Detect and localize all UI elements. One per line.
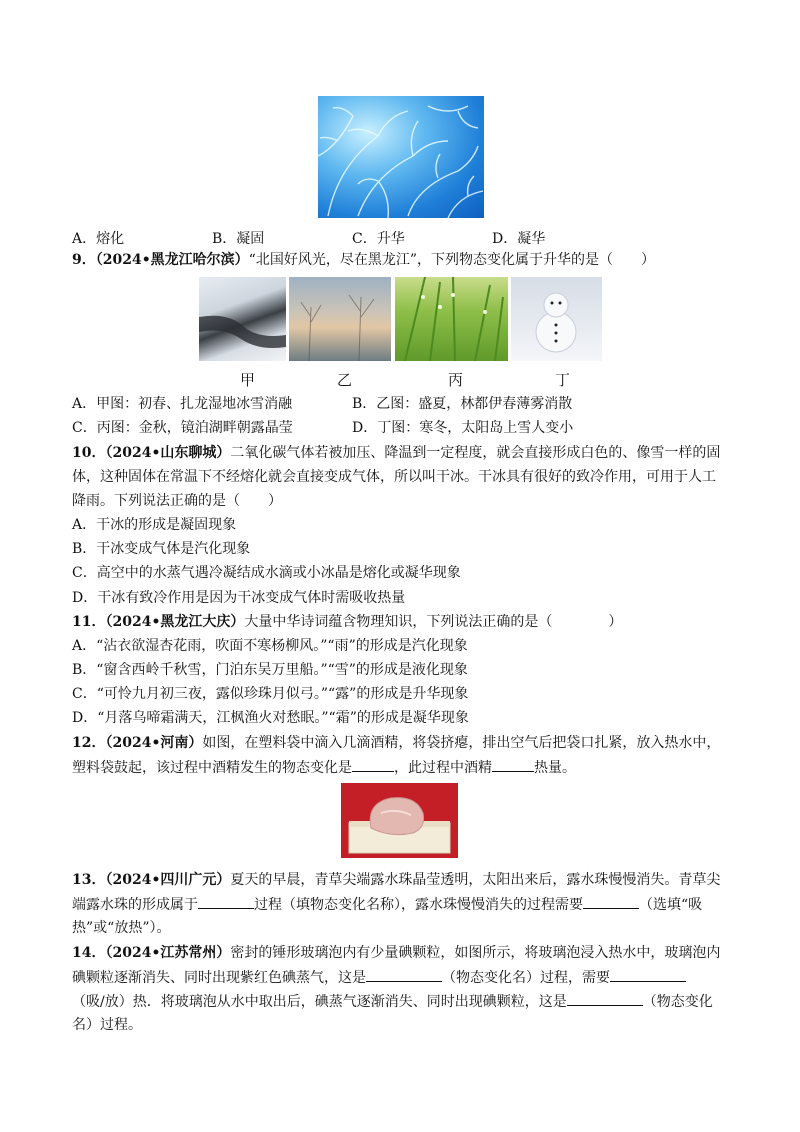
q13-text-2a: 端露水珠的形成属于: [72, 897, 198, 913]
q9-stem-text: “北国好风光，尽在黑龙江”，下列物态变化属于升华的是（ ）: [248, 252, 655, 268]
q10-option-d: D．干冰有致冷作用是因为干冰变成气体时需吸收热量: [72, 590, 406, 606]
q14-blank-3[interactable]: [567, 991, 643, 1006]
q14-text-2b: （物态变化名）过程，需要: [442, 970, 610, 986]
q9-photo-mist-forest: [289, 277, 391, 361]
q10-stem-line2: 体，这种固体在常温下不经熔化就会直接变成气体，所以叫干冰。干冰具有很好的致冷作用，可用于人工: [72, 469, 716, 485]
q13-line3: 热”或“放热”）。: [72, 920, 171, 936]
q13-number: 13．: [72, 872, 106, 888]
q14-text-3b: （物态变化: [642, 994, 713, 1010]
q13-text-2c: （选填“吸: [639, 897, 703, 913]
q9-source: （2024•黑龙江哈尔滨）: [95, 252, 249, 268]
q10-option-b: B．干冰变成气体是汽化现象: [72, 541, 251, 557]
q8-option-a: A．熔化: [72, 231, 125, 247]
q11-option-c: C．“可怜九月初三夜，露似珍珠月似弓。”“露”的形成是升华现象: [72, 686, 469, 702]
q12-number: 12．: [72, 735, 106, 751]
q9-stem: [72, 250, 655, 270]
q12-source: （2024•河南）: [105, 735, 203, 751]
q10-source: （2024•山东聊城）: [105, 445, 231, 461]
q12-plastic-bag-tray-image: [341, 783, 458, 858]
q14-line2: [72, 967, 686, 988]
q14-blank-2[interactable]: [610, 967, 686, 982]
q11-option-a: A．“沾衣欲湿杏花雨，吹面不寒杨柳风。”“雨”的形成是汽化现象: [72, 638, 468, 654]
q9-caption-ding: 丁: [555, 371, 571, 389]
q11-option-b: B．“窗含西岭千秋雪，门泊东吴万里船。”“雪”的形成是液化现象: [72, 662, 468, 678]
q13-blank-1[interactable]: [198, 894, 254, 909]
q9-photo-melting-ice: [199, 277, 286, 361]
q10-number: 10．: [72, 445, 106, 461]
q14-source: （2024•江苏常州）: [105, 945, 231, 961]
q8-option-d: D．凝华: [492, 231, 546, 247]
q14-line3: [72, 991, 713, 1012]
q13-blank-2[interactable]: [583, 894, 639, 909]
q14-text-3a: （吸/放）热．将玻璃泡从水中取出后，碘蒸气逐渐消失、同时出现碘颗粒，这是: [72, 994, 567, 1010]
q10-stem-text-1: 二氧化碳气体若被加压、降温到一定程度，就会直接形成白色的、像雪一样的固: [230, 445, 721, 461]
q14-text-2a: 碘颗粒逐渐消失、同时出现紫红色碘蒸气，这是: [72, 970, 366, 986]
q9-caption-bing: 丙: [448, 371, 464, 389]
q11-stem-text: 大量中华诗词蕴含物理知识，下列说法正确的是（ ）: [244, 614, 623, 630]
q9-photo-dew-grass: [395, 277, 508, 361]
q12-blank-2[interactable]: [492, 757, 534, 772]
q13-line2: [72, 894, 702, 915]
q13-line1: [72, 870, 720, 890]
q9-caption-yi: 乙: [337, 371, 353, 389]
q12-text-2a: 塑料袋鼓起，该过程中酒精发生的物态变化是: [72, 760, 352, 776]
q10-option-a: A．干冰的形成是凝固现象: [72, 517, 237, 533]
q12-line2: [72, 757, 576, 778]
frost-pattern-image: [318, 96, 484, 218]
q13-source: （2024•四川广元）: [105, 872, 231, 888]
q9-option-d: D．丁图：寒冬，太阳岛上雪人变小: [352, 420, 574, 436]
q14-line4: 名）过程。: [72, 1017, 142, 1033]
q13-text-1: 夏天的早晨，青草尖端露水珠晶莹透明，太阳出来后，露水珠慢慢消失。青草尖: [230, 872, 721, 888]
q9-option-a: A．甲图：初春、扎龙湿地冰雪消融: [72, 396, 293, 412]
q12-text-2c: 热量。: [534, 760, 576, 776]
q11-number: 11．: [72, 614, 106, 630]
q10-stem-line1: [72, 443, 720, 463]
q10-option-c: C．高空中的水蒸气遇冷凝结成水滴或小冰晶是熔化或凝华现象: [72, 565, 461, 581]
q11-stem: [72, 612, 622, 632]
q11-source: （2024•黑龙江大庆）: [105, 614, 245, 630]
q14-line1: [72, 943, 720, 963]
q12-text-1: 如图，在塑料袋中滴入几滴酒精，将袋挤瘪，排出空气后把袋口扎紧，放入热水中，: [202, 735, 721, 751]
q14-blank-1[interactable]: [366, 967, 442, 982]
q9-option-b: B．乙图：盛夏，林都伊春薄雾消散: [352, 396, 573, 412]
q8-option-c: C．升华: [352, 231, 405, 247]
q9-number: 9．: [72, 252, 96, 268]
q9-photo-snowman: [511, 277, 602, 361]
q11-option-d: D．“月落乌啼霜满天，江枫渔火对愁眠。”“霜”的形成是凝华现象: [72, 710, 469, 726]
q14-number: 14．: [72, 945, 106, 961]
q8-option-b: B．凝固: [212, 231, 265, 247]
q12-blank-1[interactable]: [352, 757, 394, 772]
q10-stem-line3: 降雨。下列说法正确的是（ ）: [72, 493, 282, 509]
q14-text-1: 密封的锤形玻璃泡内有少量碘颗粒，如图所示，将玻璃泡浸入热水中，玻璃泡内: [230, 945, 721, 961]
q9-option-c: C．丙图：金秋，镜泊湖畔朝露晶莹: [72, 420, 293, 436]
q12-text-2b: ，此过程中酒精: [394, 760, 492, 776]
q9-caption-jia: 甲: [240, 371, 256, 389]
q12-line1: [72, 733, 720, 753]
q13-text-2b: 过程（填物态变化名称），露水珠慢慢消失的过程需要: [254, 897, 583, 913]
